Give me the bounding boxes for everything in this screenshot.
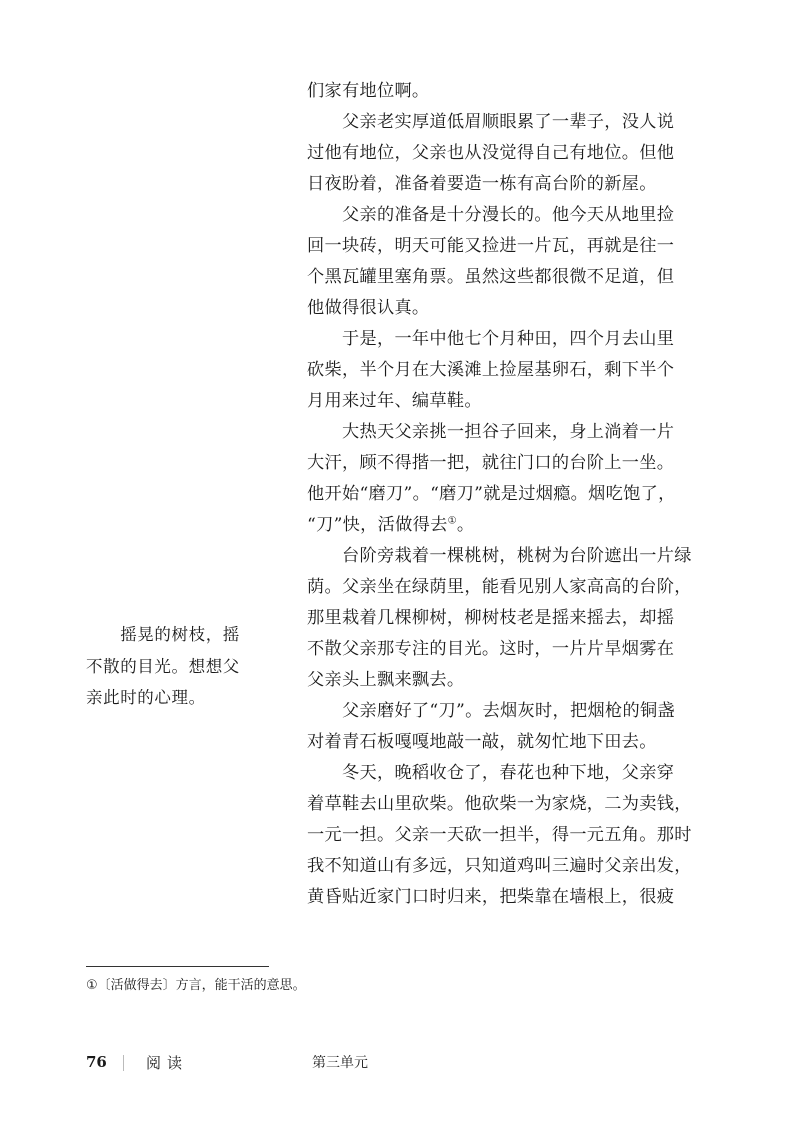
text-line: 台阶旁栽着一棵桃树，桃树为台阶遮出一片绿: [307, 546, 692, 566]
section-title: 阅读: [146, 1054, 189, 1072]
margin-note: [86, 619, 276, 714]
text-line: 大汗，顾不得揩一把，就往门口的台阶上一坐。: [307, 453, 675, 473]
text-line: 我不知道山有多远，只知道鸡叫三遍时父亲出发，: [307, 856, 692, 876]
text-line: 砍柴，半个月在大溪滩上捡屋基卵石，剩下半个: [307, 360, 675, 380]
paragraph-2: [307, 107, 712, 200]
text-line: 父亲的准备是十分漫长的。他今天从地里捡: [307, 205, 675, 225]
text-line: 荫。父亲坐在绿荫里，能看见别人家高高的台阶，: [307, 577, 692, 597]
text-line: 对着青石板嘎嘎地敲一敲，就匆忙地下田去。: [307, 732, 657, 752]
text-line: 于是，一年中他七个月种田，四个月去山里: [307, 329, 675, 349]
text-line: 月用来过年、编草鞋。: [307, 391, 482, 411]
text-line: 黄昏贴近家门口时归来，把柴靠在墙根上，很疲: [307, 887, 675, 907]
text-line: 他开始“磨刀”。“磨刀”就是过烟瘾。烟吃饱了，: [307, 484, 676, 504]
text-line: 日夜盼着，准备着要造一栋有高台阶的新屋。: [307, 174, 657, 194]
footnote-divider: [86, 966, 269, 967]
text-line: 着草鞋去山里砍柴。他砍柴一为家烧，二为卖钱，: [307, 794, 692, 814]
text-line: 他做得很认真。: [307, 298, 430, 318]
text-line: 大热天父亲挑一担谷子回来，身上淌着一片: [307, 422, 675, 442]
text-line: 那里栽着几棵柳树，柳树枝老是摇来摇去，却摇: [307, 608, 675, 628]
paragraph-8: [307, 758, 712, 913]
page-number: 76: [86, 1053, 107, 1071]
text-line: 一元一担。父亲一天砍一担半，得一元五角。那时: [307, 825, 692, 845]
footnote-marker[interactable]: ①: [447, 515, 457, 527]
text-line: 过他有地位，父亲也从没觉得自己有地位。但他: [307, 143, 675, 163]
footer-divider: [123, 1055, 124, 1071]
margin-note-line: 不散的目光。想想父: [86, 656, 240, 676]
margin-note-line: 摇晃的树枝，摇: [86, 625, 240, 644]
text-segment: 。: [456, 515, 475, 535]
paragraph-7: [307, 696, 712, 758]
margin-note-line: 亲此时的心理。: [86, 688, 206, 707]
text-segment: “刀”快，活做得去: [307, 515, 448, 535]
paragraph-4: [307, 324, 712, 417]
paragraph-1: [307, 76, 712, 107]
text-line: 们家有地位啊。: [307, 81, 430, 101]
text-line: 父亲头上飘来飘去。: [307, 670, 465, 690]
paragraph-3: [307, 200, 712, 324]
text-line-with-footnote: [307, 510, 712, 541]
text-line: 个黑瓦罐里塞角票。虽然这些都很微不足道，但: [307, 267, 675, 287]
text-line: 不散父亲那专注的目光。这时，一片片旱烟雾在: [307, 639, 675, 659]
text-line: 冬天，晚稻收仓了，春花也种下地，父亲穿: [307, 763, 675, 783]
main-text: [307, 76, 712, 913]
text-line: 回一块砖，明天可能又捡进一片瓦，再就是往一: [307, 236, 675, 256]
footnote: ①〔活做得去〕方言，能干活的意思。: [86, 978, 306, 993]
paragraph-5: [307, 417, 712, 541]
unit-title: 第三单元: [312, 1055, 368, 1071]
paragraph-6: [307, 541, 712, 696]
text-line: 父亲磨好了“刀”。去烟灰时，把烟枪的铜盏: [307, 701, 675, 721]
text-line: 父亲老实厚道低眉顺眼累了一辈子，没人说: [307, 112, 675, 132]
